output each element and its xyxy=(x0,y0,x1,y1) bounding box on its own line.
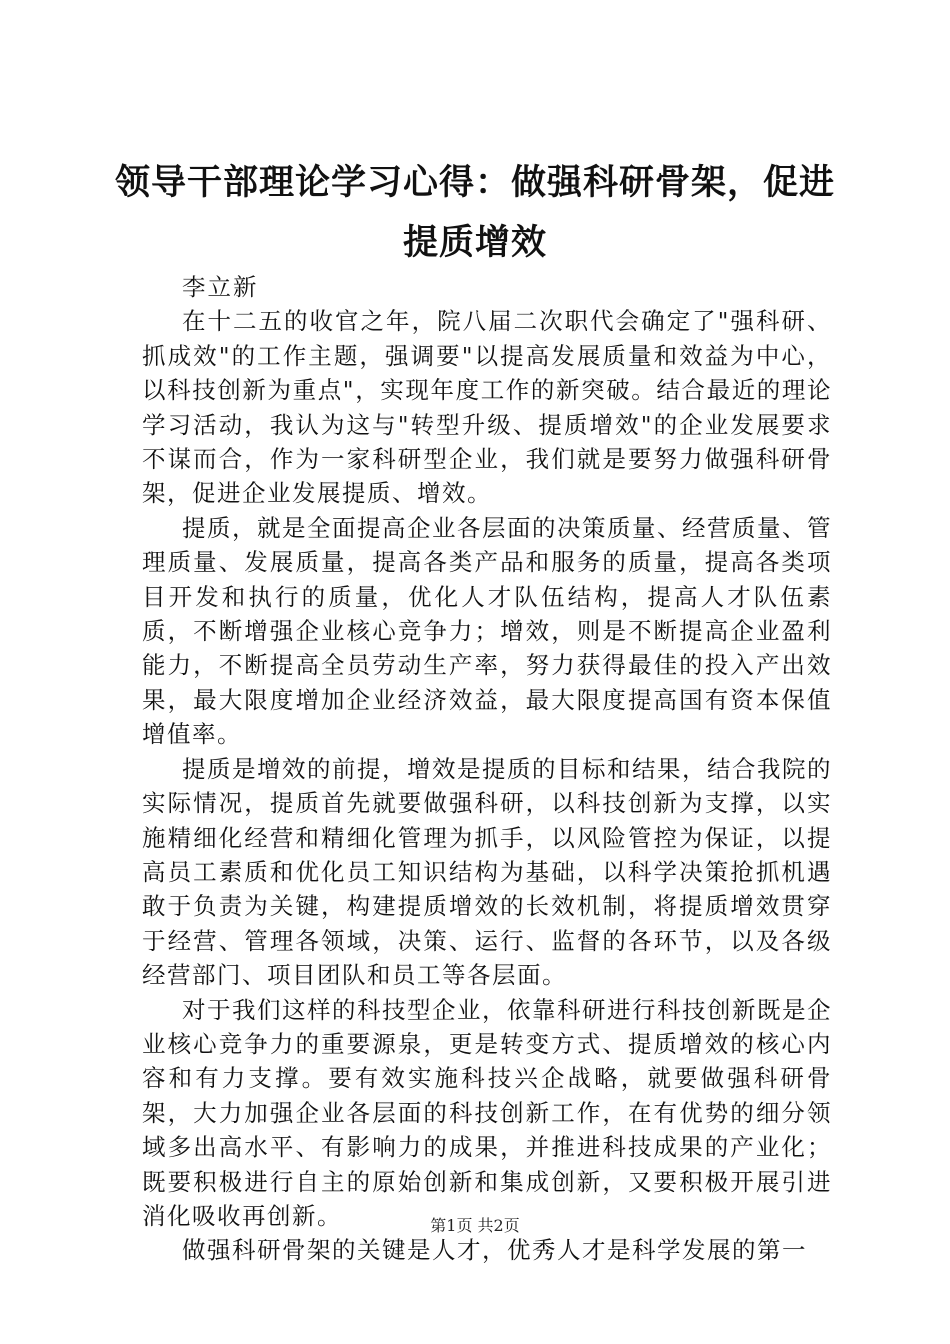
paragraph-3: 提质是增效的前提，增效是提质的目标和结果，结合我院的实际情况，提质首先就要做强科研，以科技创新为支撑，以实施精细化经营和精细化管理为抓手，以风险管控为保证，以提高员工素质和优化员工知识结构为基础，以科学决策抢抓机遇敢于负责为关键，构建提质增效的长效机制，将提质增效贯穿于经营、管理各领域，决策、运行、监督的各环节，以及各级经营部门、项目团队和员工等各层面。 xyxy=(142,754,832,990)
page-number-footer: 第1页 共2页 xyxy=(430,1216,520,1235)
paragraph-1: 在十二五的收官之年，院八届二次职代会确定了"强科研、抓成效"的工作主题，强调要"以提高发展质量和效益为中心，以科技创新为重点"，实现年度工作的新突破。结合最近的理论学习活动，我认为这与"转型升级、提质增效"的企业发展要求不谋而合，作为一家科研型企业，我们就是要努力做强科研骨架，促进企业发展提质、增效。 xyxy=(142,307,832,508)
paragraph-2: 提质，就是全面提高企业各层面的决策质量、经营质量、管理质量、发展质量，提高各类产品和服务的质量，提高各类项目开发和执行的质量，优化人才队伍结构，提高人才队伍素质，不断增强企业核心竞争力；增效，则是不断提高企业盈利能力，不断提高全员劳动生产率，努力获得最佳的投入产出效果，最大限度增加企业经济效益，最大限度提高国有资本保值增值率。 xyxy=(142,513,832,749)
paragraph-5: 做强科研骨架的关键是人才，优秀人才是科学发展的第一 xyxy=(182,1236,807,1265)
author-name: 李立新 xyxy=(182,273,259,301)
document-title-line-1: 领导干部理论学习心得：做强科研骨架，促进 xyxy=(114,163,835,203)
paragraph-4: 对于我们这样的科技型企业，依靠科研进行科技创新既是企业核心竞争力的重要源泉，更是转变方式、提质增效的核心内容和有力支撑。要有效实施科技兴企战略，就要做强科研骨架，大力加强企业各层面的科技创新工作，在有优势的细分领域多出高水平、有影响力的成果，并推进科技成果的产业化；既要积极进行自主的原始创新和集成创新，又要积极开展引进消化吸收再创新。 xyxy=(142,995,832,1230)
document-body xyxy=(142,270,832,1268)
document-title-line-2: 提质增效 xyxy=(402,223,547,263)
